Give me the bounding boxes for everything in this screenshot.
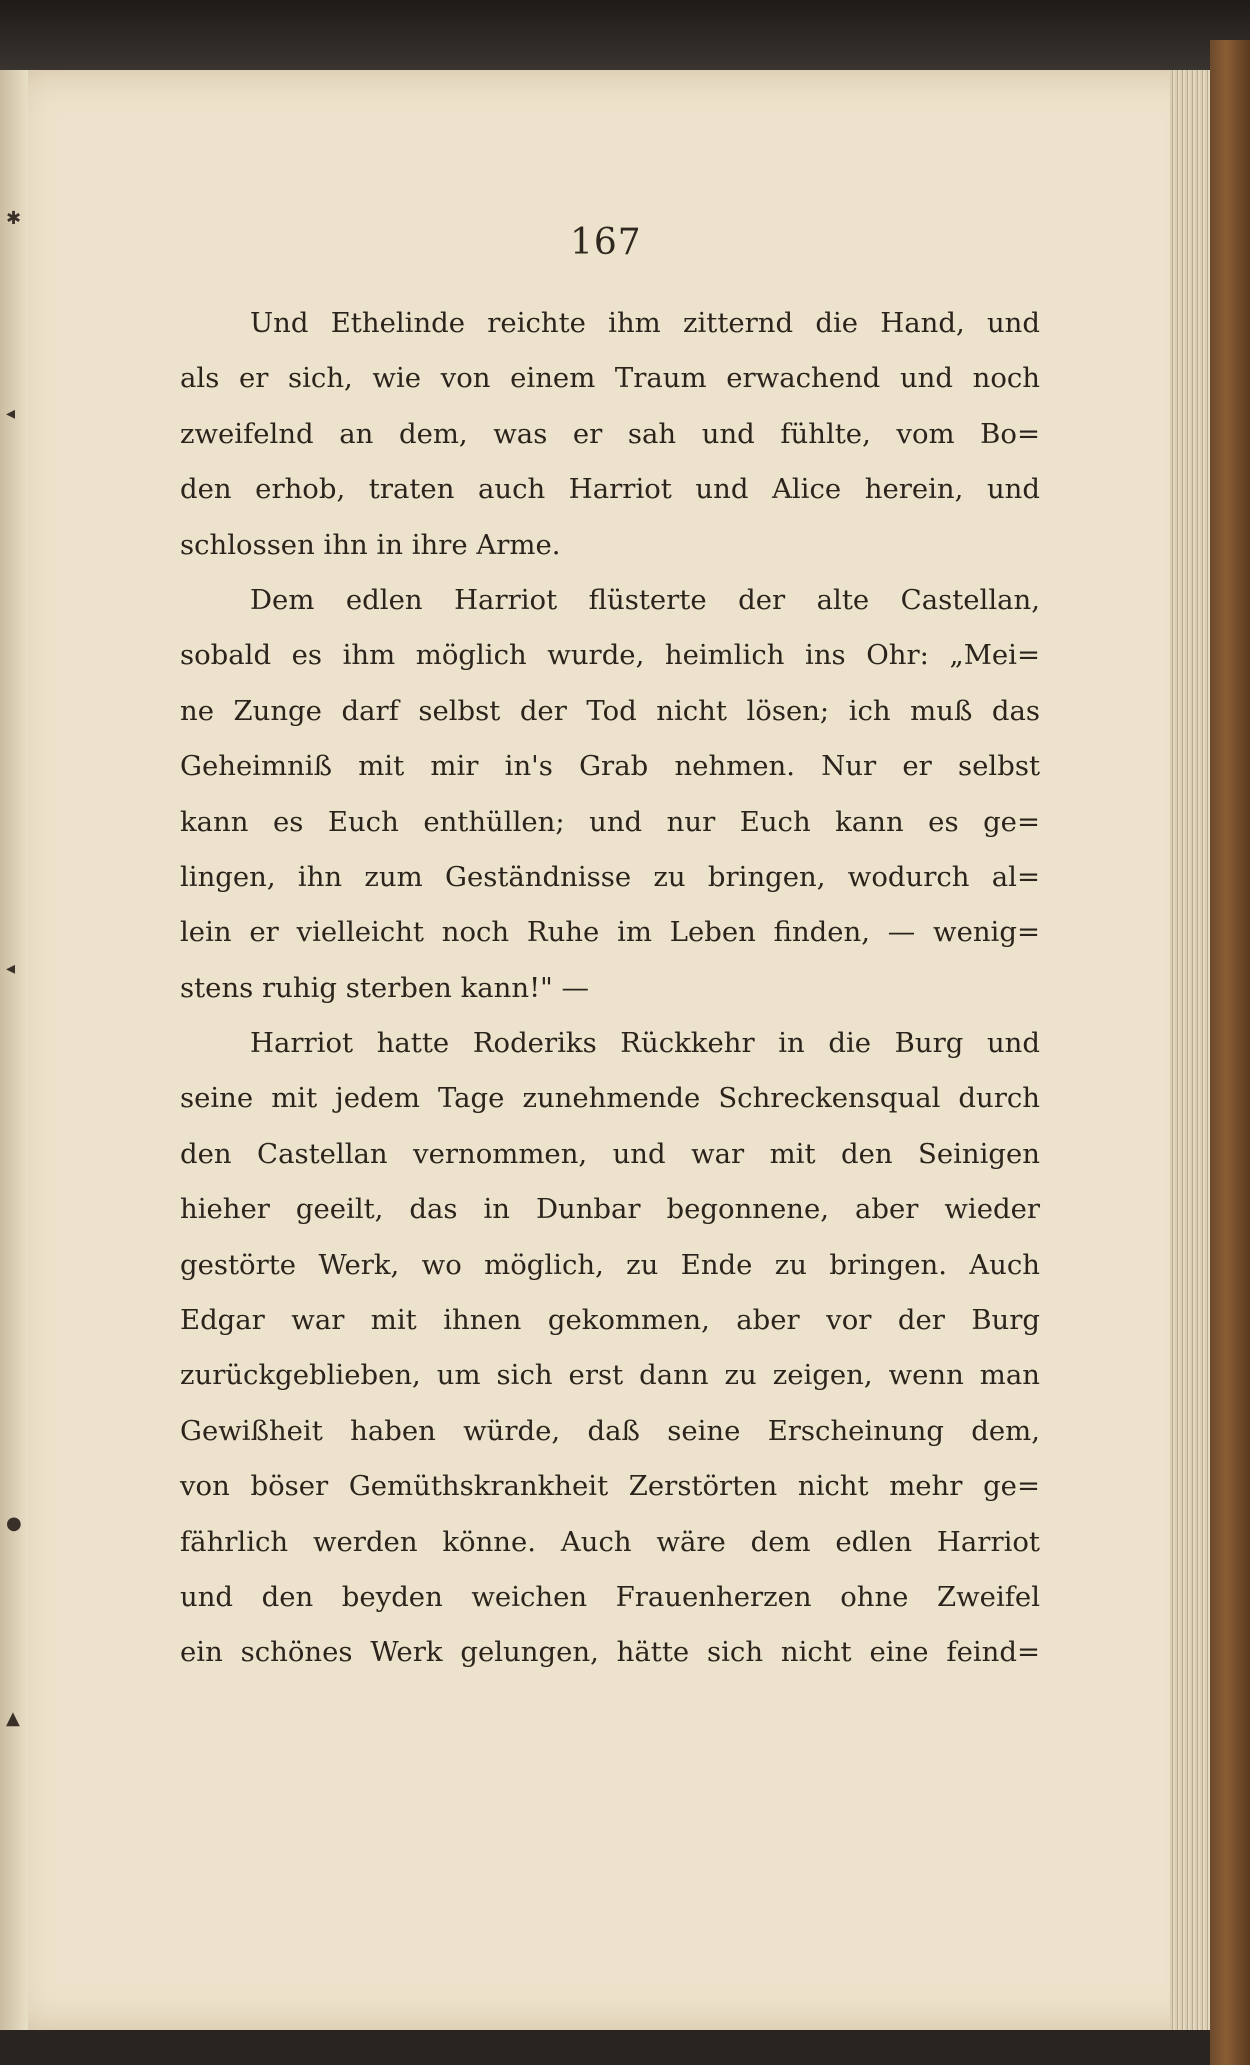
text-line: kann es Euch enthüllen; und nur Euch kann es ge= (180, 805, 1040, 838)
binding-thread-icon: ● (6, 1513, 22, 1534)
text-line: schlossen ihn in ihre Arme. (180, 528, 561, 561)
binding-thread-icon: ✱ (6, 208, 22, 229)
scan-background-top (0, 0, 1250, 70)
text-line: den Castellan vernommen, und war mit den Seinigen (180, 1137, 1040, 1170)
text-line: Edgar war mit ihnen gekommen, aber vor der Burg (180, 1304, 1040, 1337)
binding-thread-icon: ▲ (6, 1708, 20, 1729)
text-line: gestörte Werk, wo möglich, zu Ende zu bringen. Auch (180, 1248, 1040, 1281)
text-line: Dem edlen Harriot flüsterte der alte Castellan, (250, 583, 1040, 616)
page-fore-edge (1170, 70, 1210, 2030)
text-line: und den beyden weichen Frauenherzen ohne Zweifel (180, 1580, 1040, 1613)
text-line: zweifelnd an dem, was er sah und fühlte, vom Bo= (180, 417, 1040, 450)
binding-thread-icon: ◂ (6, 958, 16, 979)
text-line: als er sich, wie von einem Traum erwachend und noch (180, 362, 1040, 395)
text-line: hieher geeilt, das in Dunbar begonnene, aber wieder (180, 1193, 1040, 1226)
text-line: Gewißheit haben würde, daß seine Erscheinung dem, (180, 1414, 1040, 1447)
text-line: fährlich werden könne. Auch wäre dem edlen Harriot (180, 1525, 1040, 1558)
text-line: ein schönes Werk gelungen, hätte sich nicht eine feind= (180, 1636, 1040, 1669)
text-line: zurückgeblieben, um sich erst dann zu zeigen, wenn man (180, 1359, 1040, 1392)
body-text (180, 296, 1040, 1681)
text-line: ne Zunge darf selbst der Tod nicht lösen; ich muß das (180, 694, 1040, 727)
text-line: von böser Gemüthskrankheit Zerstörten nicht mehr ge= (180, 1470, 1040, 1503)
text-line: Geheimniß mit mir in's Grab nehmen. Nur er selbst (180, 750, 1040, 783)
text-line: seine mit jedem Tage zunehmende Schreckensqual durch (180, 1082, 1040, 1115)
binding-thread-icon: ◂ (6, 403, 16, 424)
text-line: sobald es ihm möglich wurde, heimlich ins Ohr: „Mei= (180, 639, 1040, 672)
text-line: lingen, ihn zum Geständnisse zu bringen, wodurch al= (180, 860, 1040, 893)
text-line: lein er vielleicht noch Ruhe im Leben finden, — wenig= (180, 916, 1040, 949)
text-line: Und Ethelinde reichte ihm zitternd die Hand, und (250, 307, 1040, 339)
text-line: stens ruhig sterben kann!" — (180, 971, 590, 1004)
book-gutter (0, 70, 28, 2030)
text-line: Harriot hatte Roderiks Rückkehr in die Burg und (250, 1027, 1040, 1060)
text-line: den erhob, traten auch Harriot und Alice herein, und (180, 473, 1040, 506)
book-cover-edge (1210, 40, 1250, 2065)
page-number: 167 (570, 222, 642, 263)
